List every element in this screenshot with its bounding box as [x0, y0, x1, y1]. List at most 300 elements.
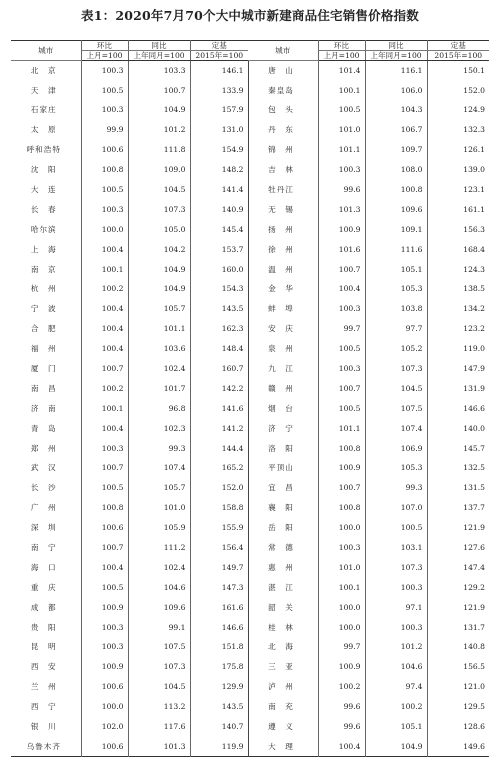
right-city-cell: 湛 江: [248, 578, 318, 598]
left-yoy-cell: 104.6: [128, 578, 190, 598]
left-fixed-cell: 161.6: [190, 598, 248, 618]
right-yoy-cell: 105.2: [365, 339, 427, 359]
right-mom-cell: 100.7: [318, 259, 365, 279]
left-yoy-cell: 99.1: [128, 617, 190, 637]
right-fixed-cell: 121.9: [427, 518, 489, 538]
table-row: [11, 319, 489, 339]
left-city-cell: 上 海: [30, 244, 57, 254]
right-fixed-cell: 119.0: [427, 339, 489, 359]
left-city-cell: 广 州: [30, 503, 57, 513]
left-fixed-cell: 162.3: [190, 319, 248, 339]
right-mom-cell: 100.5: [318, 100, 365, 120]
right-mom-cell: 99.6: [318, 697, 365, 717]
left-city-cell: 重 庆: [30, 582, 57, 592]
right-yoy-cell: 107.5: [365, 399, 427, 419]
left-fixed-cell: 151.8: [190, 637, 248, 657]
left-city-cell: 长 沙: [30, 483, 57, 493]
table-row: [11, 339, 489, 359]
right-yoy-cell: 107.0: [365, 498, 427, 518]
left-mom-cell: 100.3: [81, 200, 128, 220]
left-fixed-cell: 155.9: [190, 518, 248, 538]
left-yoy-cell: 96.8: [128, 399, 190, 419]
right-yoy-cell: 100.5: [365, 518, 427, 538]
left-yoy-cell: 113.2: [128, 697, 190, 717]
left-city-cell: 太 原: [30, 125, 57, 135]
right-fixed-cell: 138.5: [427, 279, 489, 299]
right-fixed-cell: 161.1: [427, 200, 489, 220]
right-mom-cell: 99.7: [318, 637, 365, 657]
mom-base-left: 上月=100: [81, 51, 128, 61]
left-yoy-cell: 111.2: [128, 538, 190, 558]
left-fixed-cell: 129.9: [190, 677, 248, 697]
right-fixed-cell: 131.5: [427, 478, 489, 498]
left-yoy-cell: 102.4: [128, 359, 190, 379]
right-yoy-cell: 97.4: [365, 677, 427, 697]
right-city-cell: 牡丹江: [248, 180, 318, 200]
left-city-cell: 天 津: [30, 85, 57, 95]
left-yoy-cell: 102.4: [128, 558, 190, 578]
right-mom-cell: 99.6: [318, 180, 365, 200]
right-mom-cell: 100.5: [318, 399, 365, 419]
left-mom-cell: 100.5: [81, 180, 128, 200]
left-mom-cell: 100.9: [81, 657, 128, 677]
left-mom-cell: 100.3: [81, 61, 128, 81]
right-mom-cell: 100.1: [318, 578, 365, 598]
right-city-cell: 岳 阳: [248, 518, 318, 538]
left-fixed-cell: 142.2: [190, 379, 248, 399]
left-mom-cell: 100.9: [81, 598, 128, 618]
right-city-cell: 大 理: [248, 737, 318, 757]
right-city-cell: 南 充: [248, 697, 318, 717]
right-city-cell: 吉 林: [248, 160, 318, 180]
right-city-cell: 遵 义: [248, 717, 318, 737]
table-row: [11, 637, 489, 657]
right-fixed-cell: 168.4: [427, 240, 489, 260]
left-mom-cell: 100.5: [81, 80, 128, 100]
left-fixed-cell: 143.5: [190, 697, 248, 717]
right-mom-cell: 100.4: [318, 279, 365, 299]
left-yoy-cell: 104.2: [128, 240, 190, 260]
right-city-cell: 丹 东: [248, 120, 318, 140]
left-yoy-cell: 105.9: [128, 518, 190, 538]
right-fixed-cell: 128.6: [427, 717, 489, 737]
left-fixed-cell: 141.2: [190, 419, 248, 439]
left-yoy-cell: 109.6: [128, 598, 190, 618]
right-yoy-cell: 104.5: [365, 379, 427, 399]
right-yoy-cell: 107.3: [365, 558, 427, 578]
right-mom-cell: 101.4: [318, 61, 365, 81]
left-yoy-cell: 107.3: [128, 200, 190, 220]
right-fixed-cell: 147.4: [427, 558, 489, 578]
left-fixed-cell: 119.9: [190, 737, 248, 757]
right-yoy-cell: 101.2: [365, 637, 427, 657]
right-city-cell: 包 头: [248, 100, 318, 120]
left-mom-cell: 100.5: [81, 578, 128, 598]
right-fixed-cell: 149.6: [427, 737, 489, 757]
left-city-cell: 兰 州: [30, 682, 57, 692]
left-city-cell: 海 口: [30, 562, 57, 572]
table-row: [11, 80, 489, 100]
left-mom-cell: 100.8: [81, 160, 128, 180]
right-yoy-cell: 105.1: [365, 717, 427, 737]
table-row: [11, 538, 489, 558]
left-city-cell: 哈尔滨: [30, 224, 57, 234]
left-yoy-cell: 117.6: [128, 717, 190, 737]
left-fixed-cell: 143.5: [190, 299, 248, 319]
left-fixed-cell: 144.4: [190, 438, 248, 458]
table-row: [11, 140, 489, 160]
left-city-cell: 南 昌: [30, 383, 57, 393]
left-yoy-cell: 109.0: [128, 160, 190, 180]
right-yoy-cell: 100.2: [365, 697, 427, 717]
right-city-cell: 韶 关: [248, 598, 318, 618]
left-city-cell: 合 肥: [30, 324, 57, 334]
left-mom-cell: 100.5: [81, 478, 128, 498]
mom-base-right: 上月=100: [318, 51, 365, 61]
right-fixed-cell: 134.2: [427, 299, 489, 319]
right-yoy-cell: 100.3: [365, 578, 427, 598]
yoy-header-left: 同比: [128, 41, 190, 51]
left-city-cell: 北 京: [30, 65, 57, 75]
left-mom-cell: 100.3: [81, 617, 128, 637]
right-fixed-cell: 145.7: [427, 438, 489, 458]
right-yoy-cell: 104.3: [365, 100, 427, 120]
left-mom-cell: 100.4: [81, 339, 128, 359]
left-yoy-cell: 105.7: [128, 478, 190, 498]
right-mom-cell: 100.2: [318, 677, 365, 697]
left-city-cell: 武 汉: [30, 463, 57, 473]
right-mom-cell: 100.0: [318, 617, 365, 637]
right-city-cell: 泸 州: [248, 677, 318, 697]
left-fixed-cell: 140.7: [190, 717, 248, 737]
right-fixed-cell: 140.0: [427, 419, 489, 439]
yoy-base-left: 上年同月=100: [128, 51, 190, 61]
right-city-cell: 唐 山: [248, 61, 318, 81]
right-mom-cell: 101.1: [318, 140, 365, 160]
right-yoy-cell: 99.3: [365, 478, 427, 498]
left-city-cell: 呼和浩特: [26, 145, 61, 155]
left-yoy-cell: 103.6: [128, 339, 190, 359]
table-row: [11, 419, 489, 439]
right-yoy-cell: 104.6: [365, 657, 427, 677]
table-row: [11, 61, 489, 81]
left-mom-cell: 100.4: [81, 319, 128, 339]
right-yoy-cell: 106.7: [365, 120, 427, 140]
left-fixed-cell: 148.4: [190, 339, 248, 359]
right-city-cell: 常 德: [248, 538, 318, 558]
right-fixed-cell: 152.0: [427, 80, 489, 100]
left-fixed-cell: 160.0: [190, 259, 248, 279]
mom-header-right: 环比: [318, 41, 365, 51]
right-mom-cell: 101.0: [318, 558, 365, 578]
yoy-base-right: 上年同月=100: [365, 51, 427, 61]
left-yoy-cell: 104.9: [128, 100, 190, 120]
right-mom-cell: 100.8: [318, 438, 365, 458]
left-yoy-cell: 107.5: [128, 637, 190, 657]
right-yoy-cell: 97.1: [365, 598, 427, 618]
left-fixed-cell: 153.7: [190, 240, 248, 260]
left-mom-cell: 100.6: [81, 140, 128, 160]
left-yoy-cell: 104.5: [128, 677, 190, 697]
right-fixed-cell: 121.0: [427, 677, 489, 697]
right-yoy-cell: 100.8: [365, 180, 427, 200]
table-row: [11, 558, 489, 578]
left-city-cell: 西 安: [30, 662, 57, 672]
right-yoy-cell: 100.3: [365, 617, 427, 637]
left-fixed-cell: 165.2: [190, 458, 248, 478]
right-mom-cell: 100.7: [318, 379, 365, 399]
right-fixed-cell: 146.6: [427, 399, 489, 419]
left-mom-cell: 102.0: [81, 717, 128, 737]
right-fixed-cell: 127.6: [427, 538, 489, 558]
table-row: [11, 399, 489, 419]
left-fixed-cell: 131.0: [190, 120, 248, 140]
fixed-base-right: 2015年=100: [427, 51, 489, 61]
right-yoy-cell: 105.3: [365, 279, 427, 299]
right-city-cell: 安 庆: [248, 319, 318, 339]
left-yoy-cell: 99.3: [128, 438, 190, 458]
left-fixed-cell: 149.7: [190, 558, 248, 578]
right-fixed-cell: 139.0: [427, 160, 489, 180]
left-yoy-cell: 101.3: [128, 737, 190, 757]
left-city-cell: 厦 门: [30, 364, 57, 373]
right-yoy-cell: 104.9: [365, 737, 427, 757]
right-mom-cell: 100.9: [318, 220, 365, 240]
table-row: [11, 518, 489, 538]
left-city-cell: 济 南: [30, 403, 57, 413]
left-city-cell: 银 川: [30, 722, 57, 732]
fixed-base-left: 2015年=100: [190, 51, 248, 61]
left-yoy-cell: 101.1: [128, 319, 190, 339]
right-fixed-cell: 129.5: [427, 697, 489, 717]
left-mom-cell: 100.2: [81, 379, 128, 399]
right-mom-cell: 100.4: [318, 737, 365, 757]
right-fixed-cell: 126.1: [427, 140, 489, 160]
left-yoy-cell: 104.9: [128, 259, 190, 279]
right-fixed-cell: 123.2: [427, 319, 489, 339]
right-yoy-cell: 103.8: [365, 299, 427, 319]
right-mom-cell: 100.0: [318, 518, 365, 538]
left-fixed-cell: 154.9: [190, 140, 248, 160]
right-city-cell: 平顶山: [248, 458, 318, 478]
left-fixed-cell: 146.6: [190, 617, 248, 637]
left-fixed-cell: 160.7: [190, 359, 248, 379]
left-city-cell: 西 宁: [30, 702, 57, 712]
left-mom-cell: 100.3: [81, 100, 128, 120]
right-fixed-cell: 150.1: [427, 61, 489, 81]
right-yoy-cell: 109.7: [365, 140, 427, 160]
right-yoy-cell: 107.4: [365, 419, 427, 439]
left-yoy-cell: 111.8: [128, 140, 190, 160]
right-mom-cell: 100.1: [318, 80, 365, 100]
right-city-cell: 蚌 埠: [248, 299, 318, 319]
table-row: [11, 717, 489, 737]
left-yoy-cell: 104.5: [128, 180, 190, 200]
right-fixed-cell: 131.7: [427, 617, 489, 637]
right-mom-cell: 99.7: [318, 319, 365, 339]
right-city-cell: 秦皇岛: [248, 80, 318, 100]
right-mom-cell: 100.3: [318, 538, 365, 558]
left-fixed-cell: 141.6: [190, 399, 248, 419]
left-city-cell: 大 连: [30, 184, 57, 194]
left-fixed-cell: 152.0: [190, 478, 248, 498]
left-city-cell: 成 都: [30, 602, 57, 612]
fixed-header-right: 定基: [427, 41, 489, 51]
right-city-cell: 洛 阳: [248, 438, 318, 458]
right-city-cell: 烟 台: [248, 399, 318, 419]
left-fixed-cell: 133.9: [190, 80, 248, 100]
right-mom-cell: 100.5: [318, 339, 365, 359]
fixed-header-left: 定基: [190, 41, 248, 51]
right-city-cell: 无 锡: [248, 200, 318, 220]
left-yoy-cell: 103.3: [128, 61, 190, 81]
right-fixed-cell: 156.3: [427, 220, 489, 240]
left-yoy-cell: 105.0: [128, 220, 190, 240]
right-city-cell: 北 海: [248, 637, 318, 657]
right-fixed-cell: 129.2: [427, 578, 489, 598]
left-city-cell: 石家庄: [30, 105, 57, 115]
left-fixed-cell: 146.1: [190, 61, 248, 81]
right-yoy-cell: 109.1: [365, 220, 427, 240]
table-row: [11, 697, 489, 717]
right-fixed-cell: 124.3: [427, 259, 489, 279]
right-city-cell: 九 江: [248, 359, 318, 379]
left-city-cell: 乌鲁木齐: [26, 741, 61, 751]
left-yoy-cell: 102.3: [128, 419, 190, 439]
left-city-cell: 昆 明: [30, 642, 57, 652]
right-fixed-cell: 132.5: [427, 458, 489, 478]
left-city-cell: 深 圳: [30, 523, 57, 533]
mom-header-left: 环比: [81, 41, 128, 51]
right-yoy-cell: 103.1: [365, 538, 427, 558]
table-row: [11, 220, 489, 240]
right-fixed-cell: 121.9: [427, 598, 489, 618]
table-row: [11, 379, 489, 399]
right-city-cell: 济 宁: [248, 419, 318, 439]
table-row: [11, 478, 489, 498]
left-yoy-cell: 107.3: [128, 657, 190, 677]
right-city-cell: 扬 州: [248, 220, 318, 240]
left-city-cell: 宁 波: [30, 304, 57, 314]
left-yoy-cell: 107.4: [128, 458, 190, 478]
table-row: [11, 617, 489, 637]
right-city-cell: 锦 州: [248, 140, 318, 160]
left-fixed-cell: 140.9: [190, 200, 248, 220]
left-city-cell: 沈 阳: [30, 165, 57, 175]
right-mom-cell: 100.7: [318, 478, 365, 498]
table-row: [11, 299, 489, 319]
right-yoy-cell: 108.0: [365, 160, 427, 180]
left-mom-cell: 100.7: [81, 359, 128, 379]
table-row: [11, 737, 489, 757]
left-fixed-cell: 175.8: [190, 657, 248, 677]
left-yoy-cell: 101.0: [128, 498, 190, 518]
right-mom-cell: 100.3: [318, 359, 365, 379]
table-title: 表1：2020年7月70个大中城市新建商品住宅销售价格指数: [81, 8, 419, 23]
left-mom-cell: 100.4: [81, 558, 128, 578]
city-header-left: 城市: [11, 41, 81, 61]
city-header-right: 城市: [248, 41, 318, 61]
right-mom-cell: 99.6: [318, 717, 365, 737]
right-mom-cell: 100.9: [318, 458, 365, 478]
left-mom-cell: 100.3: [81, 438, 128, 458]
right-city-cell: 三 亚: [248, 657, 318, 677]
table-row: [11, 120, 489, 140]
table-row: [11, 438, 489, 458]
left-yoy-cell: 101.7: [128, 379, 190, 399]
right-fixed-cell: 137.7: [427, 498, 489, 518]
table-row: [11, 259, 489, 279]
left-city-cell: 福 州: [30, 344, 57, 354]
right-mom-cell: 101.3: [318, 200, 365, 220]
right-fixed-cell: 147.9: [427, 359, 489, 379]
left-mom-cell: 100.8: [81, 498, 128, 518]
table-row: [11, 200, 489, 220]
right-yoy-cell: 109.6: [365, 200, 427, 220]
right-mom-cell: 101.6: [318, 240, 365, 260]
right-city-cell: 宜 昌: [248, 478, 318, 498]
left-mom-cell: 100.4: [81, 299, 128, 319]
right-city-cell: 襄 阳: [248, 498, 318, 518]
left-city-cell: 杭 州: [30, 284, 57, 294]
right-fixed-cell: 124.9: [427, 100, 489, 120]
right-yoy-cell: 106.9: [365, 438, 427, 458]
left-fixed-cell: 154.3: [190, 279, 248, 299]
yoy-header-right: 同比: [365, 41, 427, 51]
left-yoy-cell: 104.9: [128, 279, 190, 299]
left-city-cell: 贵 阳: [30, 622, 57, 632]
right-mom-cell: 100.3: [318, 299, 365, 319]
right-city-cell: 温 州: [248, 259, 318, 279]
right-yoy-cell: 111.6: [365, 240, 427, 260]
left-mom-cell: 100.7: [81, 538, 128, 558]
table-row: [11, 180, 489, 200]
right-yoy-cell: 105.3: [365, 458, 427, 478]
left-fixed-cell: 141.4: [190, 180, 248, 200]
right-fixed-cell: 156.5: [427, 657, 489, 677]
right-fixed-cell: 132.3: [427, 120, 489, 140]
right-city-cell: 桂 林: [248, 617, 318, 637]
left-mom-cell: 100.4: [81, 240, 128, 260]
left-mom-cell: 100.1: [81, 259, 128, 279]
left-city-cell: 南 京: [30, 264, 57, 274]
left-yoy-cell: 105.7: [128, 299, 190, 319]
right-mom-cell: 100.3: [318, 160, 365, 180]
left-mom-cell: 100.2: [81, 279, 128, 299]
table-row: [11, 240, 489, 260]
left-mom-cell: 100.7: [81, 458, 128, 478]
left-mom-cell: 99.9: [81, 120, 128, 140]
left-yoy-cell: 101.2: [128, 120, 190, 140]
right-yoy-cell: 106.0: [365, 80, 427, 100]
right-mom-cell: 100.8: [318, 498, 365, 518]
right-fixed-cell: 123.1: [427, 180, 489, 200]
right-mom-cell: 101.1: [318, 419, 365, 439]
right-yoy-cell: 97.7: [365, 319, 427, 339]
price-index-table: [11, 40, 489, 757]
left-city-cell: 长 春: [30, 204, 57, 214]
table-header: [11, 41, 489, 61]
right-fixed-cell: 131.9: [427, 379, 489, 399]
right-mom-cell: 100.9: [318, 657, 365, 677]
left-mom-cell: 100.6: [81, 737, 128, 757]
left-fixed-cell: 158.8: [190, 498, 248, 518]
left-mom-cell: 100.6: [81, 677, 128, 697]
right-city-cell: 惠 州: [248, 558, 318, 578]
left-fixed-cell: 148.2: [190, 160, 248, 180]
table-row: [11, 359, 489, 379]
right-city-cell: 泉 州: [248, 339, 318, 359]
